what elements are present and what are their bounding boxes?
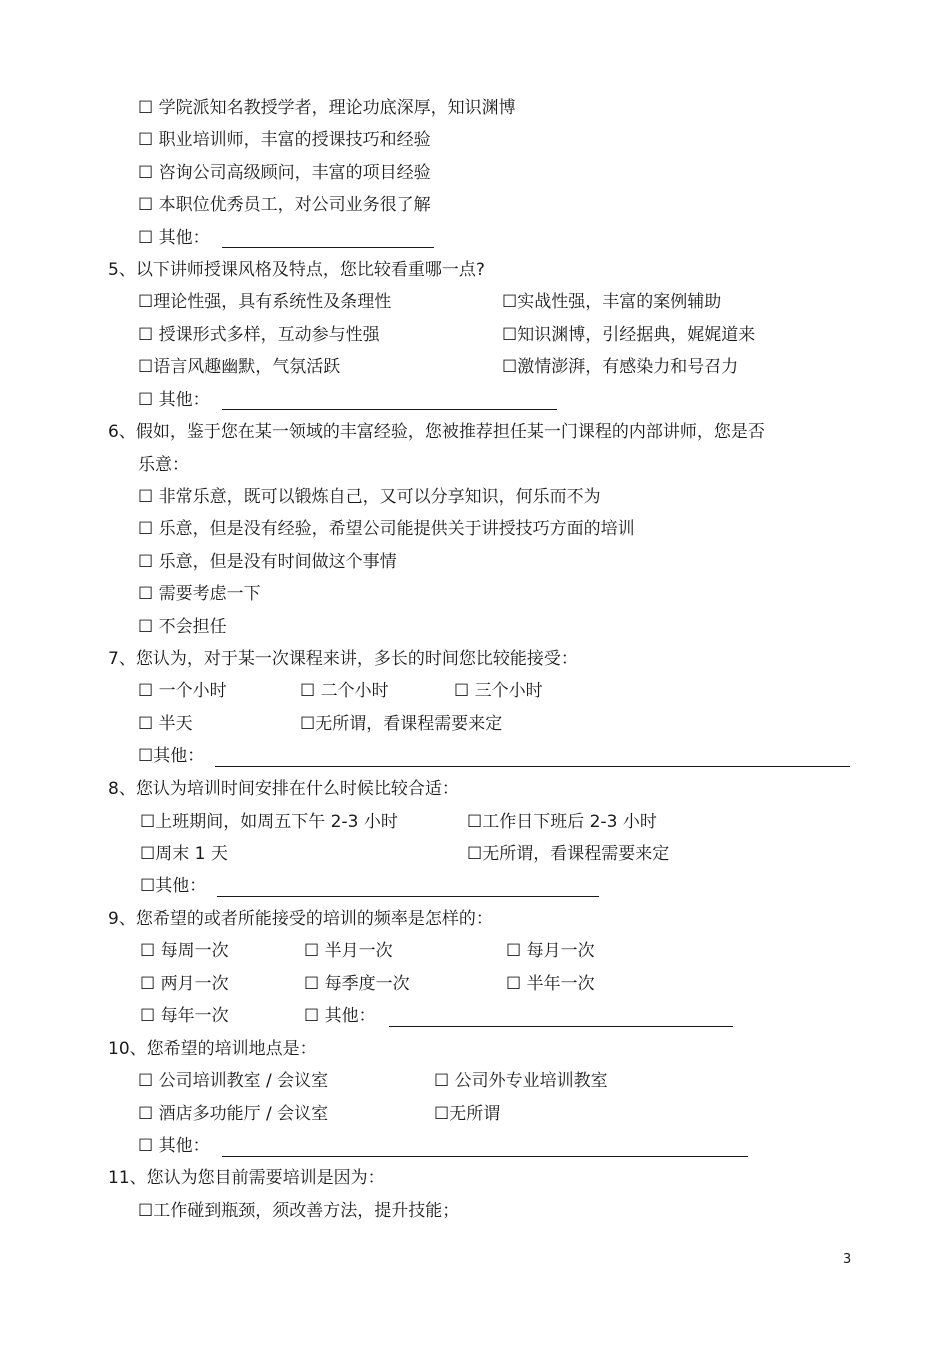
option-text[interactable]: ☐ 每季度一次 (304, 974, 410, 994)
option-text[interactable]: ☐工作日下班后 2-3 小时 (467, 812, 657, 832)
question-title: 8、您认为培训时间安排在什么时候比较合适： (108, 779, 459, 799)
option-text[interactable]: ☐工作碰到瓶颈，须改善方法，提升技能； (138, 1201, 460, 1221)
fill-in-line[interactable] (215, 766, 850, 767)
option-text[interactable]: ☐ 公司外专业培训教室 (434, 1071, 608, 1091)
question-title: 7、您认为，对于某一次课程来讲，多长的时间您比较能接受： (108, 649, 578, 669)
option-text[interactable]: ☐ 三个小时 (454, 681, 543, 701)
option-other-label[interactable]: ☐其他： (138, 746, 205, 766)
option-text[interactable]: ☐ 乐意，但是没有时间做这个事情 (138, 552, 397, 572)
option-text[interactable]: ☐ 职业培训师，丰富的授课技巧和经验 (138, 130, 431, 150)
option-text[interactable]: ☐ 咨询公司高级顾问，丰富的项目经验 (138, 163, 431, 183)
option-text[interactable]: ☐ 半月一次 (304, 941, 393, 961)
question-title: 5、以下讲师授课风格及特点，您比较看重哪一点? (108, 260, 485, 280)
option-text[interactable]: ☐ 半年一次 (506, 974, 595, 994)
option-text[interactable]: ☐ 酒店多功能厅 / 会议室 (138, 1104, 329, 1124)
option-text[interactable]: ☐ 本职位优秀员工，对公司业务很了解 (138, 195, 431, 215)
option-other-label[interactable]: ☐ 其他： (138, 228, 210, 248)
fill-in-line[interactable] (222, 409, 557, 410)
option-text[interactable]: ☐ 乐意，但是没有经验，希望公司能提供关于讲授技巧方面的培训 (138, 519, 635, 539)
option-text[interactable]: ☐ 学院派知名教授学者，理论功底深厚，知识渊博 (138, 98, 516, 118)
option-text[interactable]: ☐语言风趣幽默，气氛活跃 (138, 357, 341, 377)
option-text[interactable]: ☐ 一个小时 (138, 681, 227, 701)
option-text[interactable]: ☐知识渊博，引经据典，娓娓道来 (502, 325, 756, 345)
page-number: 3 (843, 1252, 852, 1267)
option-text[interactable]: ☐周末 1 天 (140, 844, 228, 864)
question-title: 9、您希望的或者所能接受的培训的频率是怎样的： (108, 909, 493, 929)
option-text[interactable]: ☐ 每周一次 (140, 941, 229, 961)
fill-in-line[interactable] (217, 896, 599, 897)
option-text[interactable]: ☐ 公司培训教室 / 会议室 (138, 1071, 329, 1091)
fill-in-line[interactable] (222, 1156, 748, 1157)
option-text[interactable]: ☐ 不会担任 (138, 617, 227, 637)
option-text[interactable]: ☐无所谓，看课程需要来定 (467, 844, 670, 864)
question-title-continued: 乐意： (138, 455, 189, 475)
option-text[interactable]: ☐理论性强，具有系统性及条理性 (138, 292, 392, 312)
option-text[interactable]: ☐ 授课形式多样，互动参与性强 (138, 325, 380, 345)
option-text[interactable]: ☐ 每年一次 (140, 1006, 229, 1026)
option-text[interactable]: ☐激情澎湃，有感染力和号召力 (502, 357, 739, 377)
fill-in-line[interactable] (222, 247, 434, 248)
option-other-label[interactable]: ☐ 其他： (138, 1136, 210, 1156)
question-title: 6、假如，鉴于您在某一领域的丰富经验，您被推荐担任某一门课程的内部讲师，您是否 (108, 422, 765, 442)
fill-in-line[interactable] (389, 1026, 733, 1027)
question-title: 11、您认为您目前需要培训是因为： (108, 1168, 385, 1188)
option-other-label[interactable]: ☐ 其他： (138, 390, 210, 410)
option-other-label[interactable]: ☐ 其他： (304, 1006, 376, 1026)
option-text[interactable]: ☐ 两月一次 (140, 974, 229, 994)
option-text[interactable]: ☐ 需要考虑一下 (138, 584, 261, 604)
option-text[interactable]: ☐ 半天 (138, 714, 193, 734)
option-text[interactable]: ☐无所谓 (434, 1104, 501, 1124)
option-text[interactable]: ☐上班期间，如周五下午 2-3 小时 (140, 812, 398, 832)
option-other-label[interactable]: ☐其他： (140, 876, 207, 896)
question-title: 10、您希望的培训地点是： (108, 1039, 317, 1059)
option-text[interactable]: ☐无所谓，看课程需要来定 (300, 714, 503, 734)
option-text[interactable]: ☐ 每月一次 (506, 941, 595, 961)
option-text[interactable]: ☐ 二个小时 (300, 681, 389, 701)
option-text[interactable]: ☐ 非常乐意，既可以锻炼自己，又可以分享知识，何乐而不为 (138, 487, 601, 507)
option-text[interactable]: ☐实战性强，丰富的案例辅助 (502, 292, 722, 312)
